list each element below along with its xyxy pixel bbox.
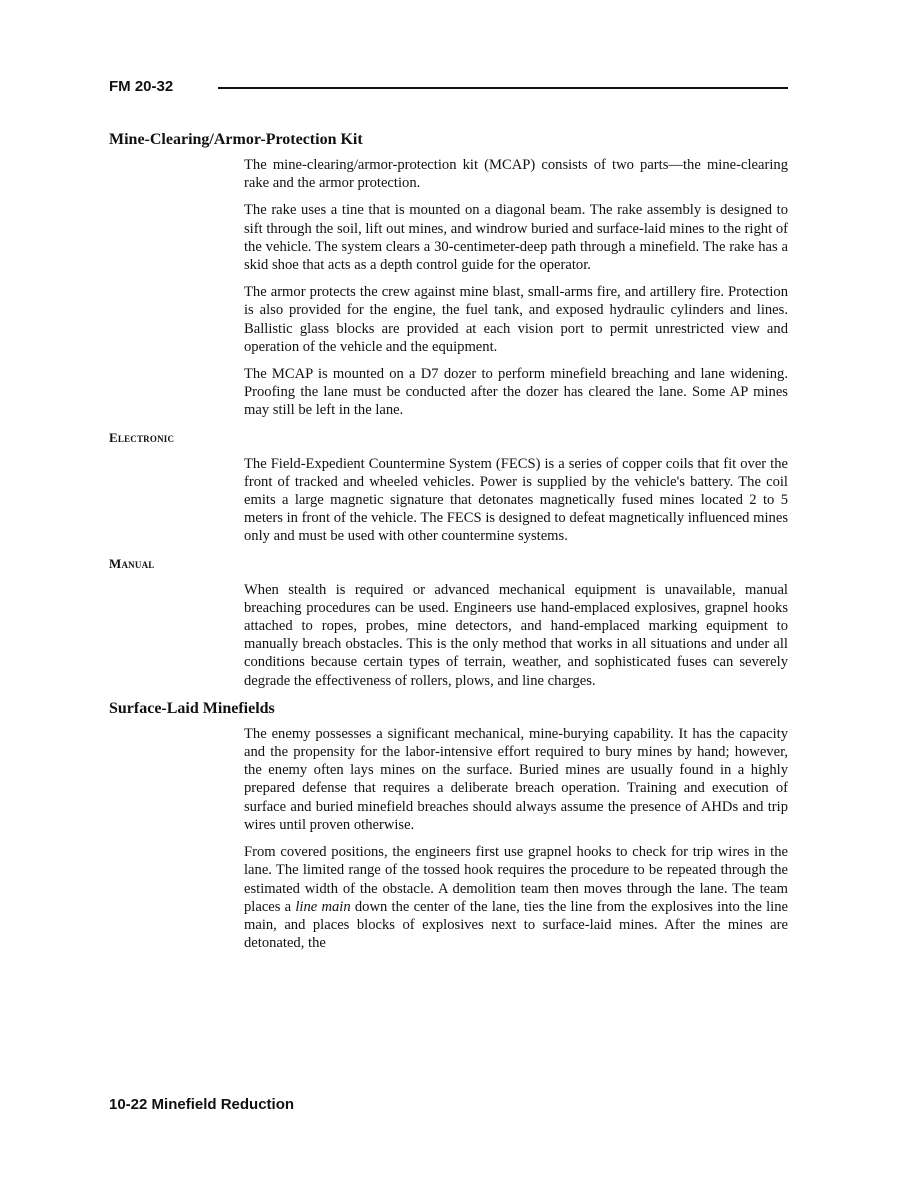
heading-surface-laid: Surface-Laid Minefields — [109, 699, 275, 717]
running-footer: 10-22 Minefield Reduction — [109, 1096, 295, 1113]
page-content — [109, 130, 789, 961]
header-rule — [218, 87, 788, 89]
paragraph: The MCAP is mounted on a D7 dozer to perform minefield breaching and lane widening. Proofing the lane must be conducted after the dozer has cleared the lane. Some AP mines may still be left in the lane. — [244, 366, 788, 419]
paragraph: The Field-Expedient Countermine System (FECS) is a series of copper coils that fit over the front of tracked and wheeled vehicles. Power is supplied by the vehicle's battery. The coil emits a large magnetic signature that detonates magnetically fused mines located 2 to 5 meters in front of the vehicle. The FECS is designed to defeat magnetically influenced mines only and must be used with other countermine systems. — [244, 455, 788, 545]
paragraph — [244, 843, 788, 952]
heading-electronic: Electronic — [109, 429, 175, 445]
paragraph: The mine-clearing/armor-protection kit (MCAP) consists of two parts—the mine-clearing rake and the armor protection. — [244, 157, 788, 192]
paragraph-text: From covered positions, the engineers first use grapnel hooks to check for trip wires in the lane. The limited range of the tossed hook requires the procedure to be repeated through the estimated width of the obstacle. A demolition team then moves through the lane. The team places a — [244, 844, 788, 915]
paragraph-text: down the center of the lane, ties the line from the explosives into the line main, and places blocks of explosives next to surface-laid mines. After the mines are detonated, the — [244, 898, 788, 952]
paragraph: The armor protects the crew against mine blast, small-arms fire, and artillery fire. Protection is also provided for the engine, the fuel tank, and exposed hydraulic cylinders and lines. Ballistic glass blocks are provided at each vision port to permit unrestricted view and operation of the vehicle and the equipment. — [244, 284, 788, 355]
paragraph: When stealth is required or advanced mechanical equipment is unavailable, manual breaching procedures can be used. Engineers use hand-emplaced explosives, grapnel hooks attached to ropes, probes, mine detectors, and hand-emplaced marking equipment to manually breach obstacles. This is the only method that works in all situations and under all conditions because certain types of terrain, weather, and sophisticated fuses can severely degrade the effectiveness of rollers, plows, and line charges. — [244, 581, 788, 689]
emphasis-term: line main — [295, 898, 351, 915]
running-header: FM 20-32 — [109, 78, 174, 95]
paragraph: The enemy possesses a significant mechanical, mine-burying capability. It has the capacity and the propensity for the labor-intensive effort required to bury mines by hand; however, the enemy often lays mines on the surface. Buried mines are usually found in a highly prepared defense that requires a deliberate breach operation. Training and execution of surface and buried minefield breaches should always assume the presence of AHDs and trip wires until proven otherwise. — [244, 725, 788, 833]
paragraph: The rake uses a tine that is mounted on a diagonal beam. The rake assembly is designed to sift through the soil, lift out mines, and windrow buried and surface-laid mines to the right of the vehicle. The system clears a 30-centimeter-deep path through a minefield. The rake has a skid shoe that acts as a depth control guide for the operator. — [244, 202, 788, 274]
heading-manual: Manual — [109, 555, 155, 571]
heading-mcap: Mine-Clearing/Armor-Protection Kit — [109, 131, 363, 148]
